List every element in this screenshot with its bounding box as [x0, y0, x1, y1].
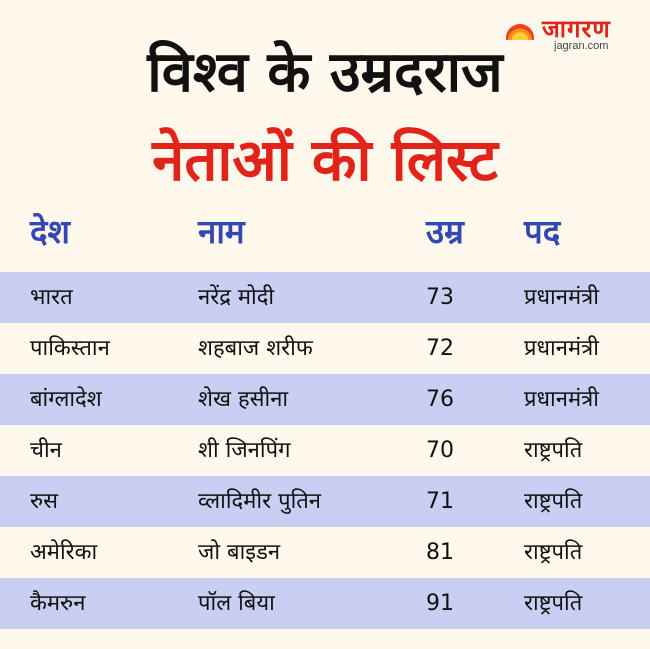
cell-age: 73 [426, 285, 454, 310]
table-row [0, 272, 650, 323]
cell-post: राष्ट्रपति [524, 540, 583, 565]
cell-name: शहबाज शरीफ [198, 336, 313, 361]
header-country: देश [30, 212, 70, 251]
header-name: नाम [198, 212, 245, 251]
table-row [0, 578, 650, 629]
cell-country: पाकिस्तान [30, 336, 110, 361]
cell-age: 72 [426, 336, 454, 361]
cell-post: राष्ट्रपति [524, 591, 583, 616]
cell-post: राष्ट्रपति [524, 489, 583, 514]
table-row [0, 425, 650, 476]
cell-post: राष्ट्रपति [524, 438, 583, 463]
logo-url-text: jagran.com [554, 40, 609, 52]
cell-name: पॉल बिया [198, 591, 275, 616]
table-row [0, 374, 650, 425]
cell-name: नरेंद्र मोदी [198, 285, 275, 310]
cell-country: बांग्लादेश [30, 387, 102, 412]
cell-country: चीन [30, 438, 62, 463]
cell-post: प्रधानमंत्री [524, 336, 599, 361]
cell-post: प्रधानमंत्री [524, 285, 599, 310]
cell-age: 76 [426, 387, 454, 412]
table-row [0, 476, 650, 527]
cell-name: व्लादिमीर पुतिन [198, 489, 322, 514]
cell-age: 70 [426, 438, 454, 463]
cell-name: शेख हसीना [198, 387, 289, 412]
table-header [0, 208, 650, 264]
table-row [0, 527, 650, 578]
cell-country: रुस [30, 489, 59, 514]
cell-post: प्रधानमंत्री [524, 387, 599, 412]
page-title-line2: नेताओं की लिस्ट [152, 126, 498, 194]
cell-country: अमेरिका [30, 540, 98, 565]
leaders-table [0, 272, 650, 629]
cell-age: 81 [426, 540, 454, 565]
cell-age: 91 [426, 591, 454, 616]
cell-name: शी जिनपिंग [198, 438, 291, 463]
page-title-line1: विश्व के उम्रदराज [147, 40, 503, 105]
cell-age: 71 [426, 489, 454, 514]
cell-country: कैमरुन [30, 591, 86, 616]
header-post: पद [524, 212, 561, 251]
cell-country: भारत [30, 285, 73, 310]
header-age: उम्र [426, 212, 464, 251]
logo-brand-text: जागरण [542, 15, 611, 43]
table-row [0, 323, 650, 374]
cell-name: जो बाइडन [198, 540, 281, 565]
